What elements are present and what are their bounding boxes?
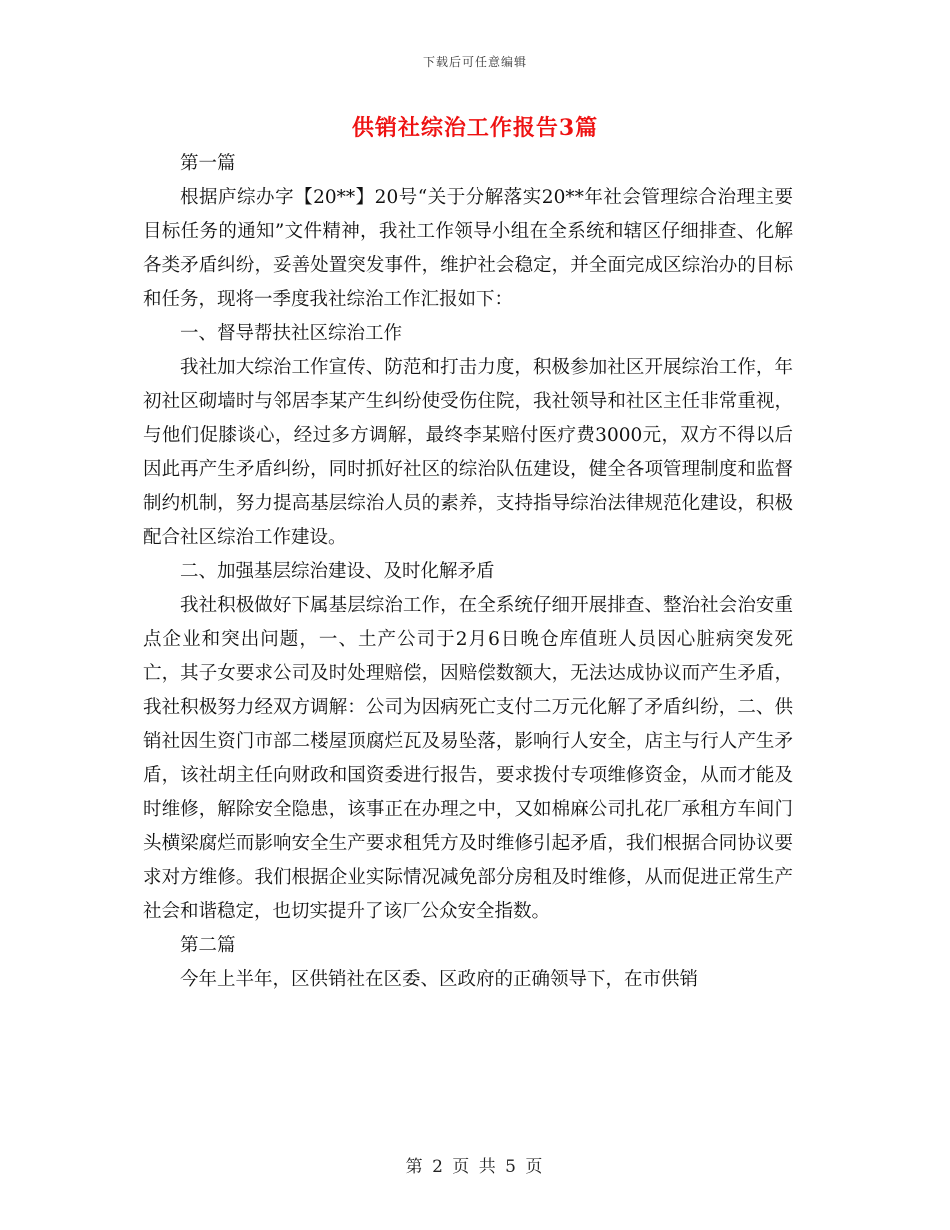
section-heading: 第一篇	[180, 153, 236, 174]
document-body	[143, 147, 793, 997]
subsection-heading: 一、督导帮扶社区综治工作	[180, 323, 403, 344]
body-paragraph: 我社积极做好下属基层综治工作，在全系统仔细开展排查、整治社会治安重点企业和突出问题，一、土产公司于2月6日晚仓库值班人员因心脏病突发死亡，其子女要求公司及时处理赔偿，因赔偿数额大，无法达成协议而产生矛盾，我社积极努力经双方调解：公司为因病死亡支付二万元化解了矛盾纠纷，二、供销社因生资门市部二楼屋顶腐烂瓦及易坠落，影响行人安全，店主与行人产生矛盾，该社胡主任向财政和国资委进行报告，要求拨付专项维修资金，从而才能及时维修，解除安全隐患，该事正在办理之中，又如棉麻公司扎花厂承租方车间门头横梁腐烂而影响安全生产要求租凭方及时维修引起矛盾，我们根据合同协议要求对方维修。我们根据企业实际情况减免部分房租及时维修，从而促进正常生产社会和谐稳定，也切实提升了该厂公众安全指数。	[143, 595, 793, 922]
body-paragraph: 今年上半年，区供销社在区委、区政府的正确领导下，在市供销	[180, 969, 699, 990]
page-number: 第 2 页 共 5 页	[405, 1157, 545, 1177]
body-paragraph: 我社加大综治工作宣传、防范和打击力度，积极参加社区开展综治工作，年初社区砌墙时与邻居李某产生纠纷使受伤住院，我社领导和社区主任非常重视，与他们促膝谈心，经过多方调解，最终李某赔付医疗费3000元，双方不得以后因此再产生矛盾纠纷，同时抓好社区的综治队伍建设，健全各项管理制度和监督制约机制，努力提高基层综治人员的素养，支持指导综治法律规范化建设，积极配合社区综治工作建设。	[143, 357, 793, 548]
header-note: 下载后可任意编辑	[422, 55, 527, 69]
document-title: 供销社综治工作报告3篇	[351, 115, 599, 141]
section-heading: 第二篇	[180, 935, 236, 956]
body-paragraph: 根据庐综办字【20**】20号“关于分解落实20**年社会管理综合治理主要目标任务的通知”文件精神，我社工作领导小组在全系统和辖区仔细排查、化解各类矛盾纠纷，妥善处置突发事件，维护社会稳定，并全面完成区综治办的目标和任务，现将一季度我社综治工作汇报如下：	[143, 187, 793, 310]
subsection-heading: 二、加强基层综治建设、及时化解矛盾	[180, 561, 495, 582]
